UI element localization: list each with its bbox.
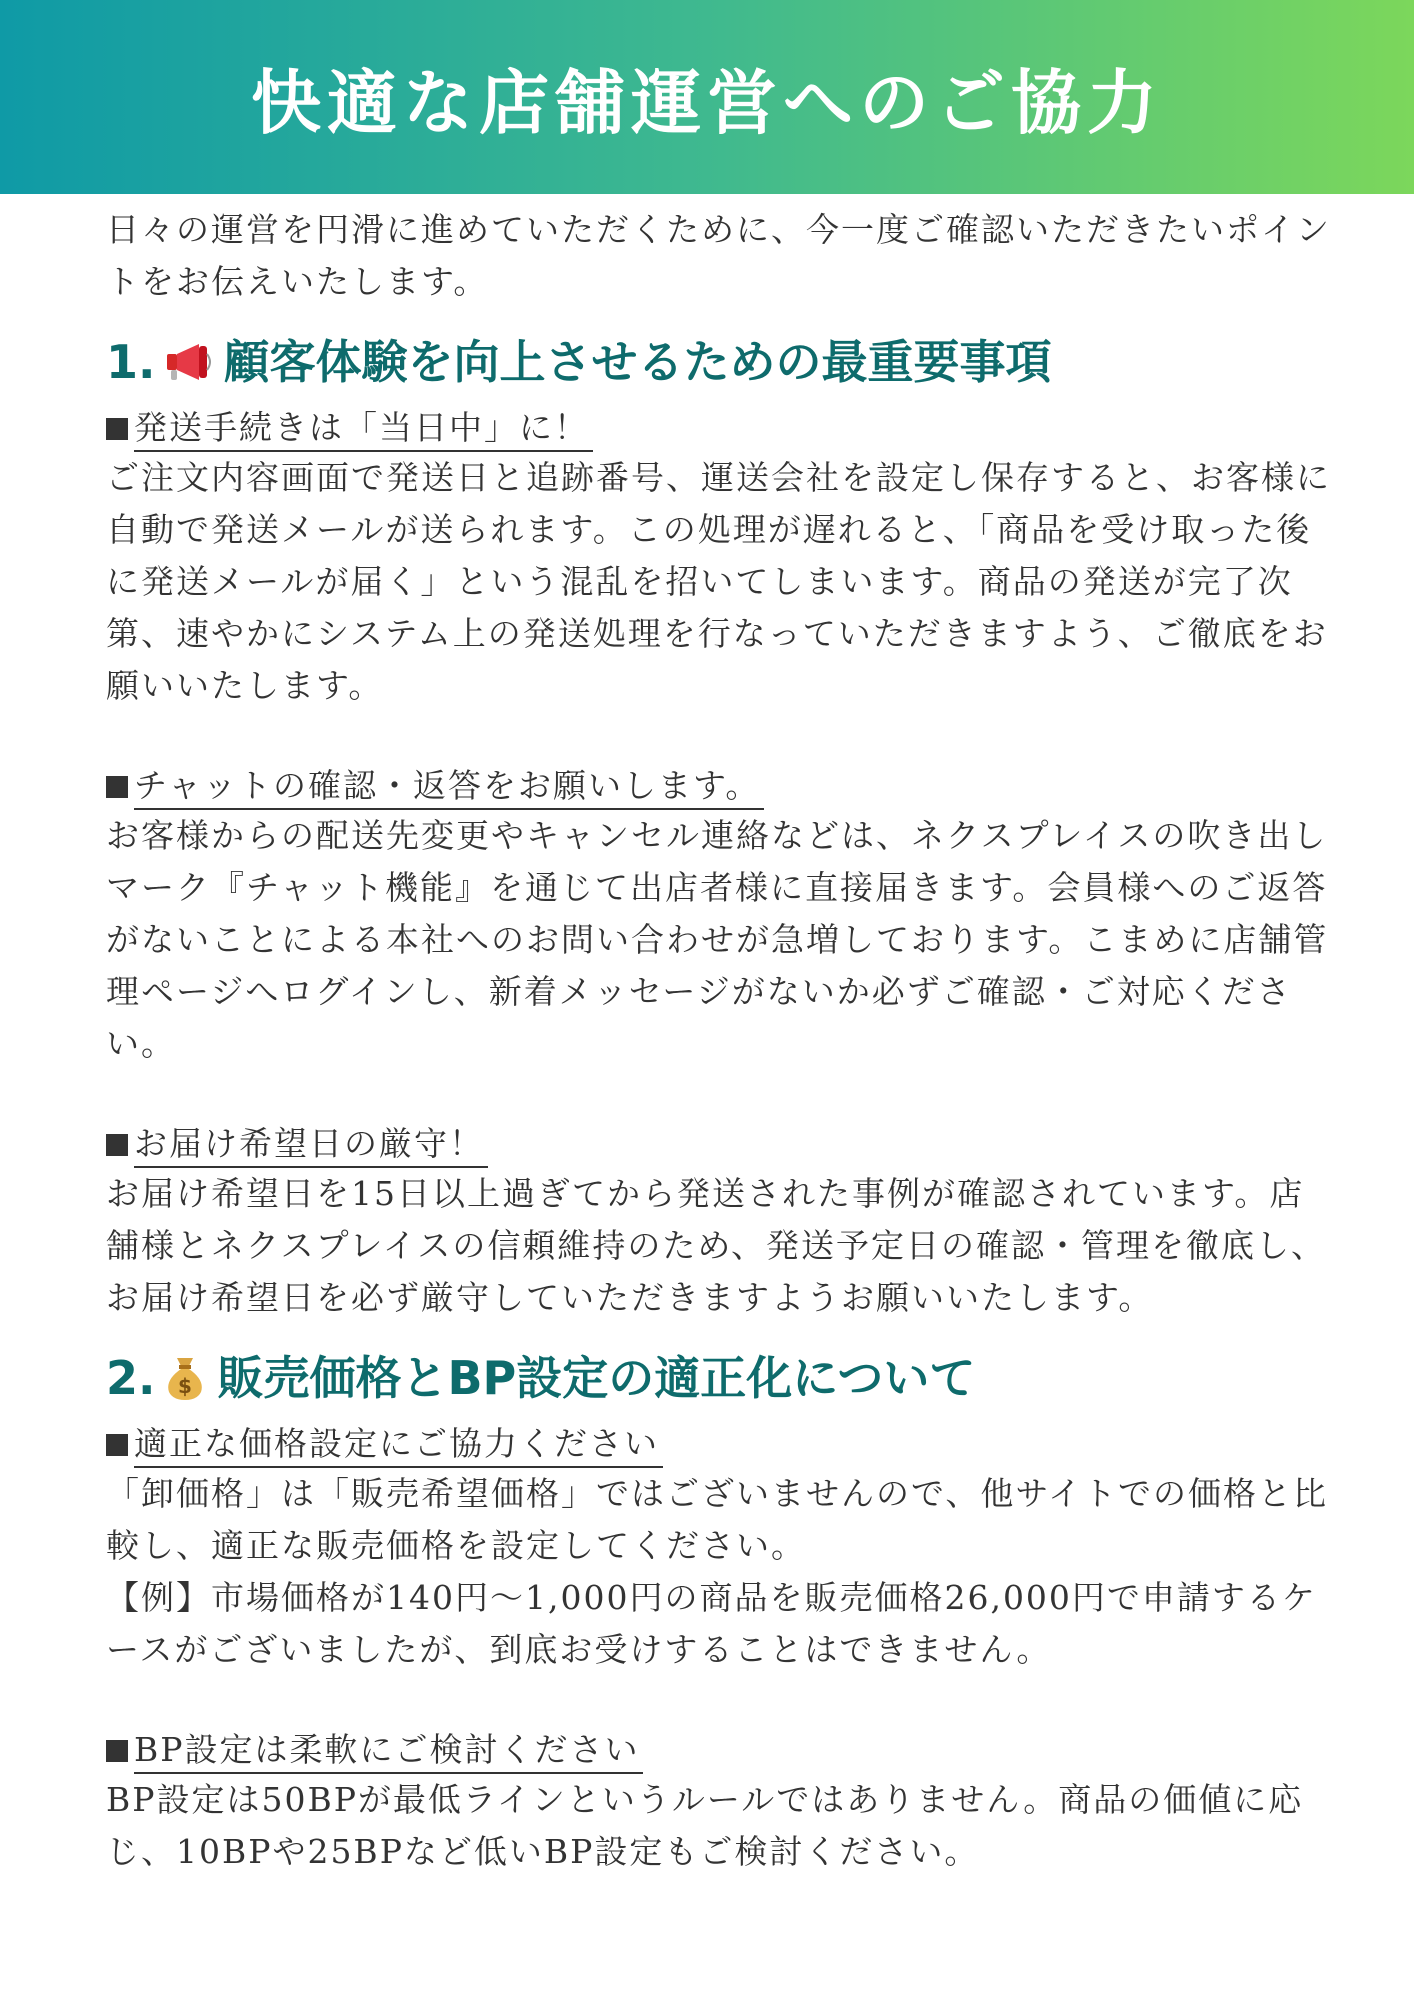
subheading-label: お届け希望日の厳守！ — [134, 1122, 488, 1168]
example-paragraph: 【例】市場価格が140円～1,000円の商品を販売価格26,000円で申請するケースがございましたが、到底お受けすることはできません。 — [106, 1578, 1317, 1669]
header-banner — [0, 0, 1414, 194]
paragraph: お客様からの配送先変更やキャンセル連絡などは、ネクスプレイスの吹き出しマーク『チャット機能』を通じて出店者様に直接届きます。会員様へのご返答がないことによる本社へのお問い合わせが急増しております。こまめに店舗管理ページへログインし、新着メッセージがないか必ずご確認・ご対応ください。 — [106, 816, 1329, 1063]
section-title: 顧客体験を向上させるための最重要事項 — [223, 335, 1052, 389]
paragraph: BP設定は50BPが最低ラインというルールではありません。商品の価値に応じ、10BPや25BPなど低いBP設定もご検討ください。 — [106, 1780, 1304, 1871]
subheading — [106, 1422, 1336, 1468]
paragraph: ご注文内容画面で発送日と追跡番号、運送会社を設定し保存すると、お客様に自動で発送メールが送られます。この処理が遅れると、「商品を受け取った後に発送メールが届く」という混乱を招いてしまいます。商品の発送が完了次第、速やかにシステム上の発送処理を行なっていただきますよう、ご徹底をお願いいたします。 — [106, 458, 1331, 705]
square-bullet-icon — [106, 1434, 128, 1456]
paragraph: 「卸価格」は「販売希望価格」ではございませんので、他サイトでの価格と比較し、適正な販売価格を設定してください。 — [106, 1474, 1329, 1565]
main-content — [106, 204, 1336, 1878]
intro-text: 日々の運営を円滑に進めていただくために、今一度ご確認いただきたいポイントをお伝えいたします。 — [106, 210, 1331, 301]
section-title: 販売価格とBP設定の適正化について — [217, 1351, 976, 1405]
svg-text:$: $ — [178, 1374, 193, 1398]
square-bullet-icon — [106, 776, 128, 798]
subheading — [106, 1122, 1336, 1168]
square-bullet-icon — [106, 418, 128, 440]
subheading-label: 適正な価格設定にご協力ください — [134, 1422, 663, 1468]
page-title: 快適な店舗運営へのご協力 — [251, 60, 1163, 144]
section-2-heading — [106, 1348, 1336, 1408]
square-bullet-icon — [106, 1134, 128, 1156]
square-bullet-icon — [106, 1740, 128, 1762]
subheading-label: チャットの確認・返答をお願いします。 — [134, 764, 764, 810]
subheading-label: 発送手続きは「当日中」に！ — [134, 406, 593, 452]
section-1-heading — [106, 332, 1336, 392]
subheading-label: BP設定は柔軟にご検討ください — [134, 1728, 643, 1774]
section-number: 1. — [106, 335, 156, 389]
subheading — [106, 406, 1336, 452]
subheading — [106, 1728, 1336, 1774]
paragraph: お届け希望日を15日以上過ぎてから発送された事例が確認されています。店舗様とネクスプレイスの信頼維持のため、発送予定日の確認・管理を徹底し、お届け希望日を必ず厳守していただきますようお願いいたします。 — [106, 1174, 1327, 1317]
megaphone-icon — [163, 340, 213, 384]
section-number: 2. — [106, 1351, 156, 1405]
subheading — [106, 764, 1336, 810]
money-bag-icon — [163, 1354, 207, 1402]
